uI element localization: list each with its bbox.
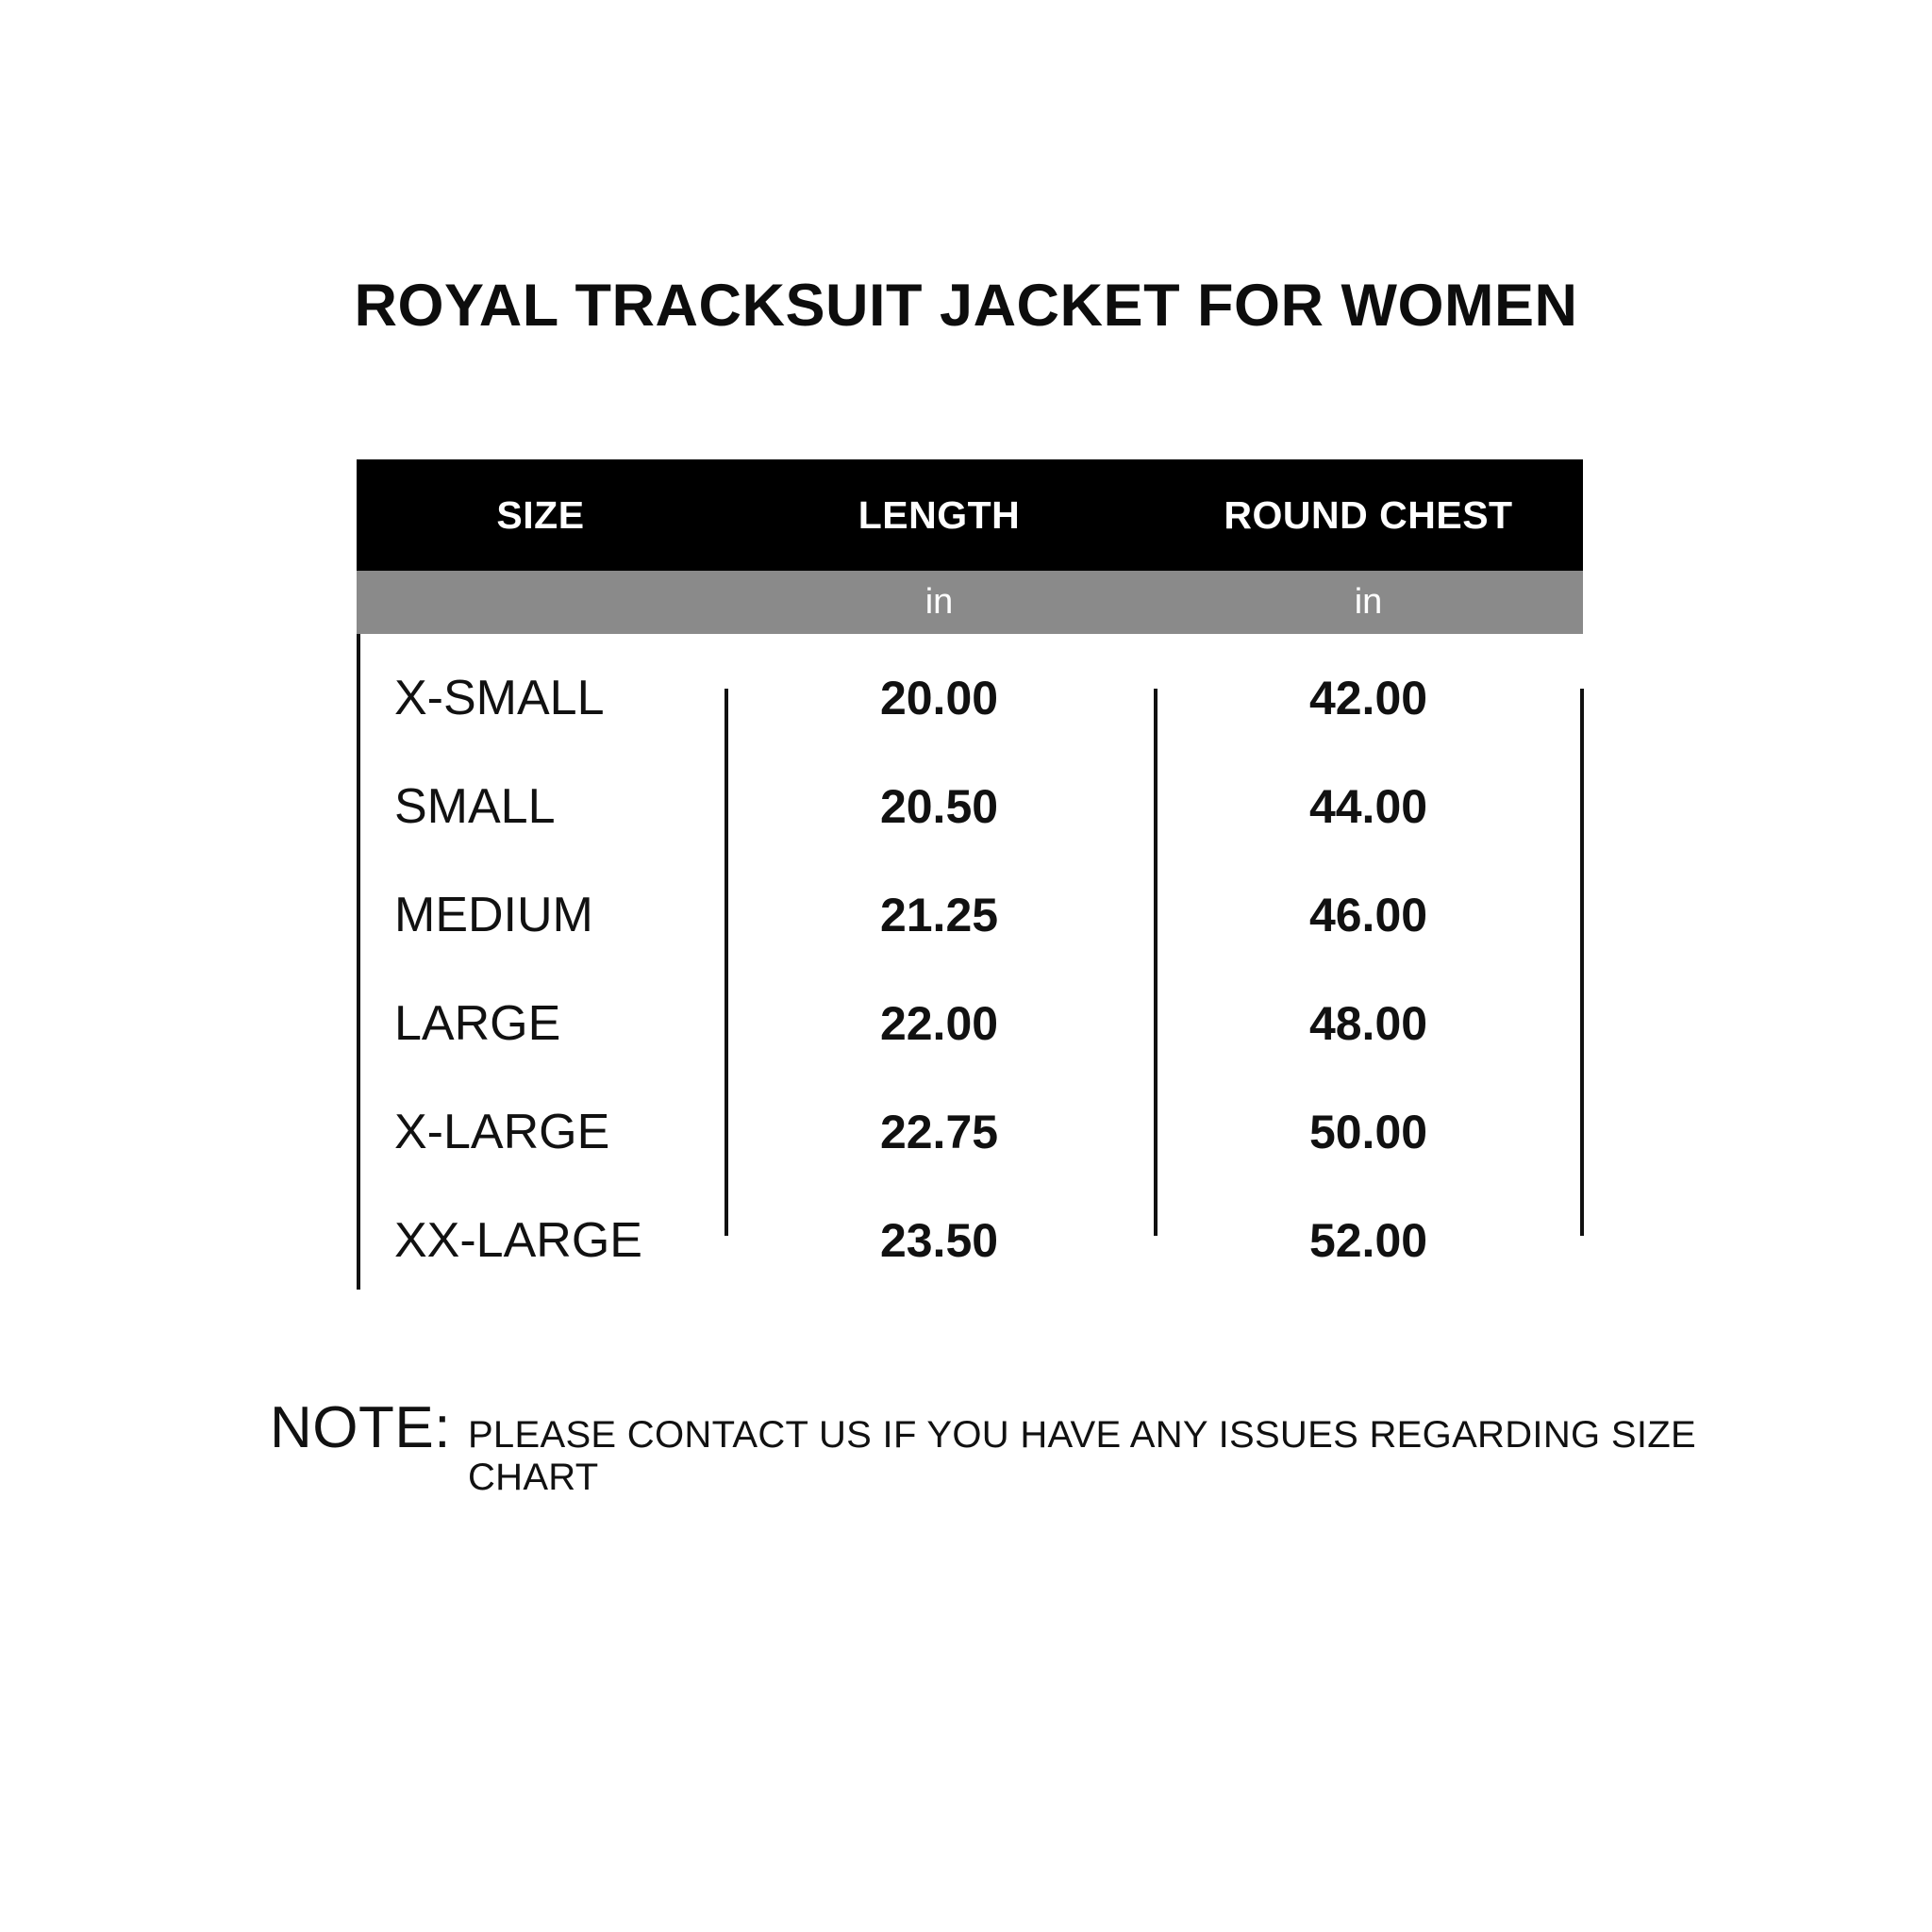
- table-row: [357, 969, 1583, 1077]
- table-body: [357, 634, 1583, 1294]
- column-divider-size-length: [724, 689, 728, 1236]
- table-row: [357, 1186, 1583, 1294]
- cell-length: 23.50: [879, 1213, 999, 1267]
- cell-length: 20.50: [879, 779, 999, 833]
- cell-size: MEDIUM: [394, 887, 593, 942]
- note-text: PLEASE CONTACT US IF YOU HAVE ANY ISSUES REGARDING SIZE CHART: [467, 1414, 1696, 1498]
- cell-size: LARGE: [394, 995, 561, 1051]
- table-row: [357, 752, 1583, 860]
- cell-size: XX-LARGE: [394, 1212, 642, 1268]
- table-unit-row: [357, 571, 1583, 634]
- table-row: [357, 1077, 1583, 1186]
- note-label: NOTE:: [270, 1395, 451, 1460]
- unit-length: in: [924, 582, 954, 622]
- cell-length: 20.00: [879, 671, 999, 724]
- cell-chest: 50.00: [1308, 1105, 1428, 1158]
- cell-size: X-LARGE: [394, 1104, 610, 1159]
- cell-chest: 42.00: [1308, 671, 1428, 724]
- column-header-length: LENGTH: [858, 492, 1021, 537]
- cell-chest: 46.00: [1308, 888, 1428, 941]
- cell-chest: 52.00: [1308, 1213, 1428, 1267]
- unit-round-chest: in: [1354, 582, 1383, 622]
- cell-length: 22.00: [879, 996, 999, 1050]
- note-block: [270, 1394, 1779, 1499]
- cell-chest: 44.00: [1308, 779, 1428, 833]
- size-chart-table: [357, 459, 1583, 1294]
- cell-length: 22.75: [879, 1105, 999, 1158]
- column-divider-right: [1580, 689, 1584, 1236]
- cell-size: X-SMALL: [394, 670, 605, 725]
- page-title: ROYAL TRACKSUIT JACKET FOR WOMEN: [354, 273, 1578, 339]
- column-divider-length-chest: [1154, 689, 1158, 1236]
- column-header-round-chest: ROUND CHEST: [1224, 492, 1513, 537]
- table-header-row: [357, 459, 1583, 571]
- cell-chest: 48.00: [1308, 996, 1428, 1050]
- table-row: [357, 860, 1583, 969]
- column-divider-left: [357, 634, 360, 1290]
- column-header-size: SIZE: [496, 492, 585, 537]
- cell-size: SMALL: [394, 778, 556, 834]
- cell-length: 21.25: [879, 888, 999, 941]
- table-row: [357, 643, 1583, 752]
